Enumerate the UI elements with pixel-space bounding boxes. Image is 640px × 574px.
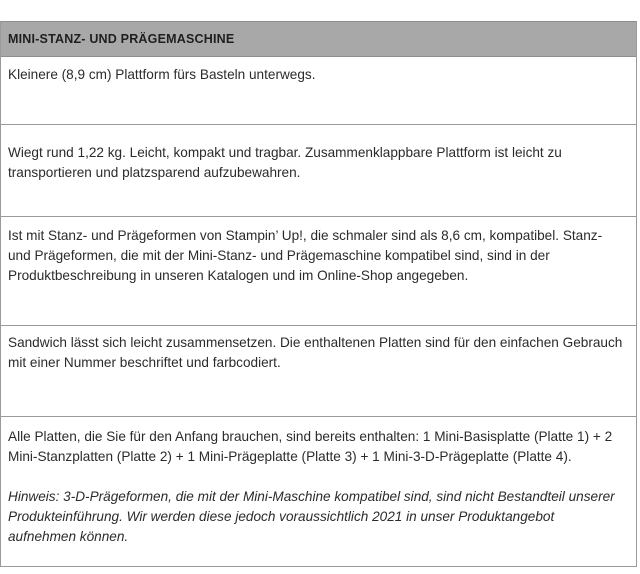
row-text: Kleinere (8,9 cm) Plattform fürs Basteln unterwegs. [8,67,316,82]
table-row [1,125,636,217]
table-header: MINI-STANZ- UND PRÄGEMASCHINE [1,21,636,57]
row-note: Hinweis: 3-D-Prägeformen, die mit der Mini-Maschine kompatibel sind, sind nicht Bestandteil unserer Produkteinführung. Wir werden diese jedoch voraussichtlich 2021 in unser Produktangebot aufnehmen können. [8,489,615,544]
row-text: Alle Platten, die Sie für den Anfang brauchen, sind bereits enthalten: 1 Mini-Basisplatte (Platte 1) + 2 Mini-Stanzplatten (Platte 2) + 1 Mini-Prägeplatte (Platte 3) + 1 Mini-3-D-Prägeplatte (Platte 4). [8,429,613,464]
table-row [1,417,636,567]
product-feature-table [0,21,637,567]
table-row [1,326,636,417]
table-row [1,217,636,326]
row-text: Sandwich lässt sich leicht zusammensetzen. Die enthaltenen Platten sind für den einfachen Gebrauch mit einer Nummer beschriftet und farbcodiert. [8,335,623,370]
row-text: Wiegt rund 1,22 kg. Leicht, kompakt und tragbar. Zusammenklappbare Plattform ist leicht zu transportieren und platzsparend aufzubewahren. [8,145,562,180]
row-text: Ist mit Stanz- und Prägeformen von Stampin’ Up!, die schmaler sind als 8,6 cm, kompatibel. Stanz- und Prägeformen, die mit der Mini-Stanz- und Prägemaschine kompatibel sind, sind in der Produktbeschreibung in unseren Katalogen und im Online-Shop angegeben. [8,228,603,283]
table-row [1,57,636,125]
